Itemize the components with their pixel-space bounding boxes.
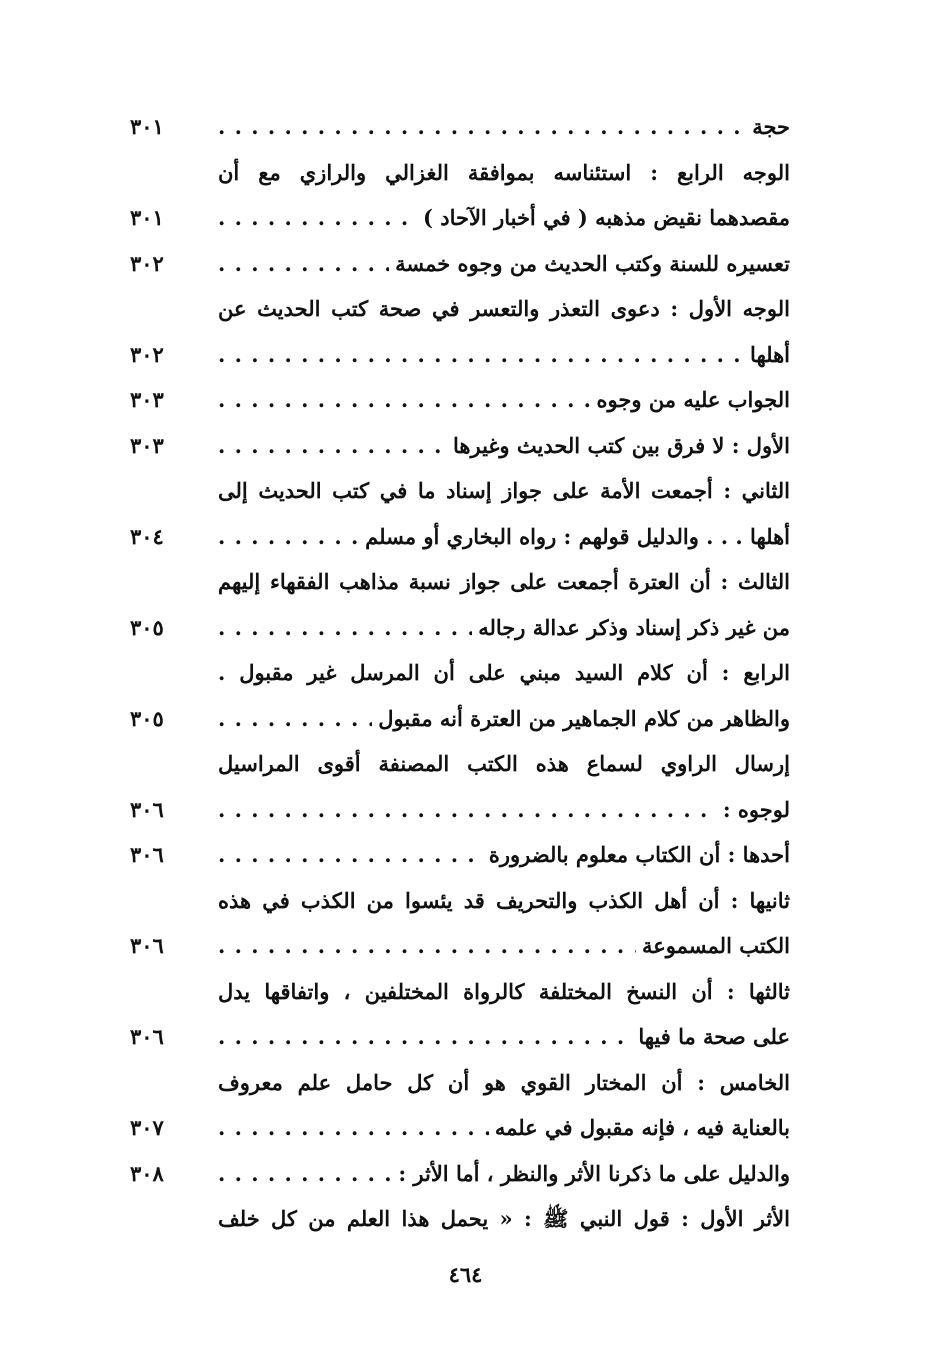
toc-entry <box>130 787 790 833</box>
toc-entry <box>130 195 790 241</box>
toc-entry-label: الرابع : أن كلام السيد مبني على أن المرسل غير مقبول . <box>218 660 790 685</box>
toc-entry <box>130 1151 790 1197</box>
toc-entry-label: ثالثها : أن النسخ المختلفة كالرواة المختلفين ، واتفاقها يدل <box>218 978 790 1004</box>
toc-entry <box>130 741 790 787</box>
toc-entry-label: مقصدهما نقيض مذهبه ( في أخبار الآحاد ) <box>417 205 790 230</box>
toc-entry <box>130 241 790 287</box>
toc-entry-text <box>218 423 790 469</box>
toc-page-number: ٣٠٣ <box>130 432 164 458</box>
toc-entry-label: على صحة ما فيها <box>632 1024 790 1049</box>
toc-page-number: ٣٠٦ <box>130 796 164 822</box>
toc-entry <box>130 832 790 878</box>
toc-entry-label: الأثر الأول : قول النبي ﷺ : « يحمل هذا العلم من كل خلف <box>218 1206 790 1231</box>
toc-page-number: ٣٠٧ <box>130 1115 164 1140</box>
toc-entry-label: الثالث : أن العترة أجمعت على جواز نسبة مذاهب الفقهاء إليهم <box>218 569 790 594</box>
toc-entry <box>130 650 790 696</box>
toc-page-number: ٣٠١ <box>130 205 164 230</box>
toc-entry-label: أهلها . . . والدليل قولهم : رواه البخاري أو مسلم <box>359 524 790 549</box>
toc-page-number: ٣٠٥ <box>130 614 164 640</box>
toc-entry <box>130 1105 790 1151</box>
toc-entry-label: والظاهر من كلام الجماهير من العترة أنه مقبول <box>372 706 790 731</box>
toc-entry-label: بالعناية فيه ، فإنه مقبول في علمه <box>489 1115 790 1140</box>
toc-entry <box>130 559 790 605</box>
toc-entry-text <box>218 1014 790 1060</box>
toc-page-number: ٣٠١ <box>130 114 164 139</box>
toc-page-number: ٣٠٢ <box>130 341 164 367</box>
toc-entry-label: حجة <box>746 114 790 139</box>
toc-entry-text <box>218 241 790 287</box>
toc-entry <box>130 468 790 514</box>
toc-entry-label: الثاني : أجمعت الأمة على جواز إسناد ما في كتب الحديث إلى <box>218 478 790 503</box>
toc-entry <box>130 1014 790 1060</box>
table-of-contents <box>130 104 790 1242</box>
toc-entry-label: الكتب المسموعة <box>636 933 790 958</box>
toc-entry-text <box>218 1105 790 1151</box>
toc-entry-label: أحدها : أن الكتاب معلوم بالضرورة <box>483 842 790 867</box>
toc-entry-text <box>218 332 790 378</box>
toc-entry-label: ثانيها : أن أهل الكذب والتحريف قد يئسوا من الكذب في هذه <box>218 887 790 913</box>
toc-page-number: ٣٠٥ <box>130 705 164 731</box>
toc-entry-label: لوجوه : <box>717 797 790 822</box>
toc-entry-text <box>218 605 790 651</box>
toc-entry-text <box>218 832 790 878</box>
toc-page-number: ٣٠٣ <box>130 387 164 412</box>
toc-entry-label: الوجه الرابع : استئناسه بموافقة الغزالي والرازي مع أن <box>218 159 790 185</box>
toc-entry-label: الوجه الأول : دعوى التعذر والتعسر في صحة كتب الحديث عن <box>218 296 790 321</box>
toc-entry-label: الأول : لا فرق بين كتب الحديث وغيرها <box>447 433 790 458</box>
toc-entry <box>130 104 790 150</box>
toc-entry <box>130 514 790 560</box>
toc-entry <box>130 286 790 332</box>
toc-entry <box>130 969 790 1015</box>
toc-entry <box>130 605 790 651</box>
toc-entry <box>130 332 790 378</box>
toc-entry <box>130 878 790 924</box>
toc-page-number: ٣٠٢ <box>130 250 164 276</box>
toc-page-number: ٣٠٦ <box>130 842 164 867</box>
toc-entry-label: الخامس : أن المختار القوي هو أن كل حامل علم معروف <box>218 1069 790 1095</box>
toc-entry-text <box>218 696 790 742</box>
toc-entry-label: تعسيره للسنة وكتب الحديث من وجوه خمسة <box>389 251 790 276</box>
toc-entry <box>130 377 790 423</box>
toc-page-number: ٣٠٦ <box>130 1024 164 1049</box>
toc-page-number: ٣٠٦ <box>130 933 164 958</box>
page-number: ٤٦٤ <box>448 1262 483 1287</box>
toc-entry-text <box>218 195 790 241</box>
toc-entry-text <box>218 104 790 150</box>
toc-entry-label: والدليل على ما ذكرنا الأثر والنظر ، أما الأثر : <box>392 1161 790 1186</box>
toc-entry-label: أهلها <box>744 342 790 367</box>
toc-page-number: ٣٠٤ <box>130 523 164 549</box>
toc-entry-label: إرسال الراوي لسماع هذه الكتب المصنفة أقوى المراسيل <box>218 751 790 776</box>
toc-entry-label: الجواب عليه من وجوه <box>591 387 790 412</box>
toc-entry-text <box>218 377 790 423</box>
toc-entry <box>130 923 790 969</box>
toc-page-number: ٣٠٨ <box>130 1160 164 1186</box>
toc-entry <box>130 696 790 742</box>
toc-entry-text <box>218 1151 790 1197</box>
toc-entry <box>130 1060 790 1106</box>
toc-entry-text <box>218 923 790 969</box>
toc-entry <box>130 150 790 196</box>
toc-entry-text <box>218 787 790 833</box>
toc-entry <box>130 423 790 469</box>
toc-entry-text <box>218 514 790 560</box>
toc-entry-label: من غير ذكر إسناد وذكر عدالة رجاله <box>472 615 790 640</box>
toc-entry <box>130 1196 790 1242</box>
